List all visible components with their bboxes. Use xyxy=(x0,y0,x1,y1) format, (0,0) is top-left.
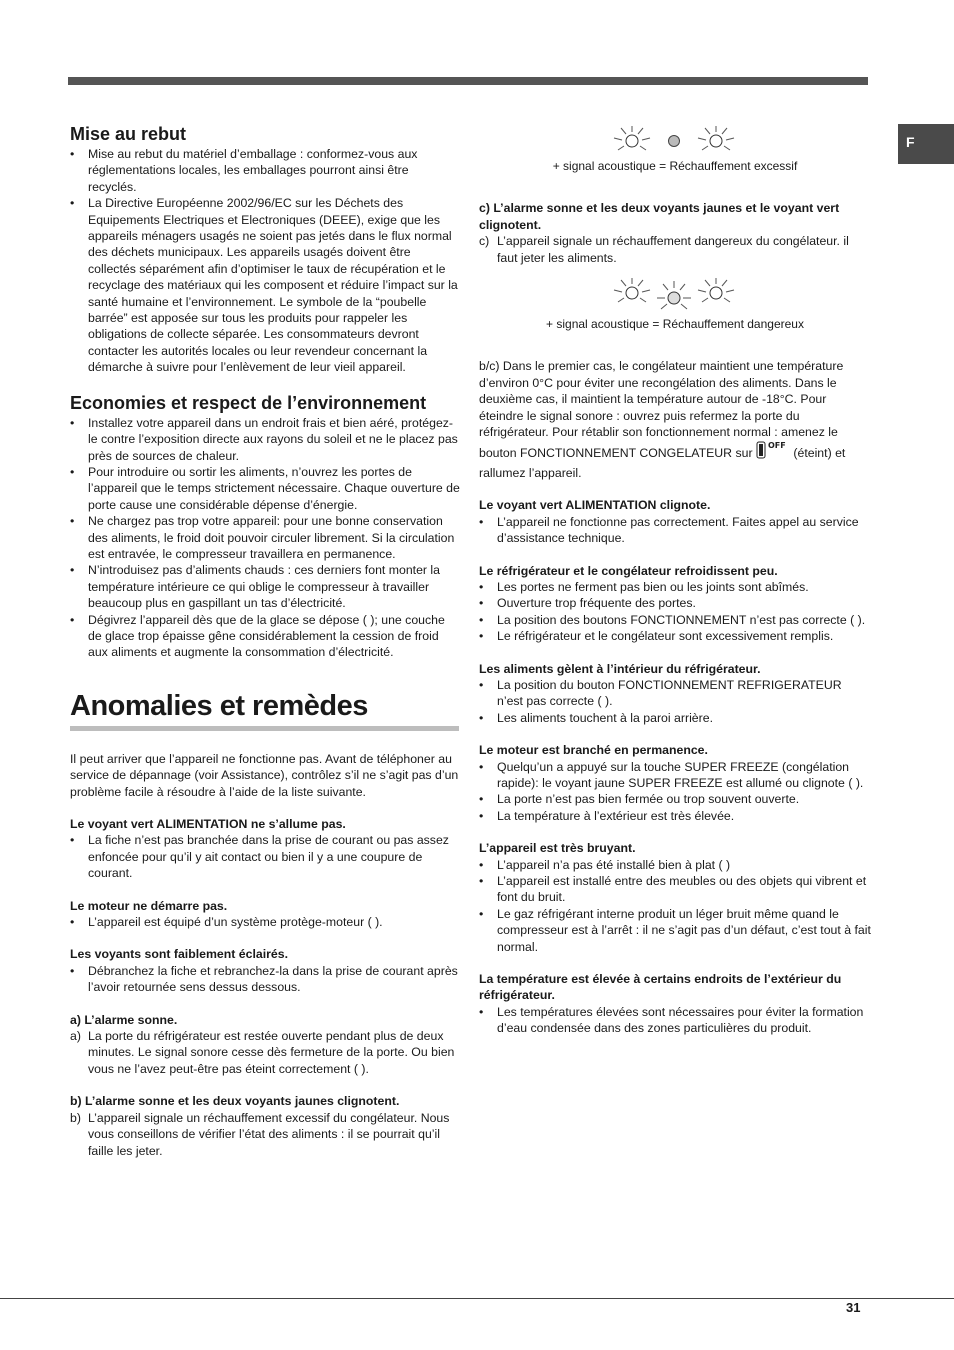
list-item: • La Directive Européenne 2002/96/EC sur les Déchets des Equipements Electriques et Electroniques (DEEE), exige que les appareils ménagers usagés ne soient pas jetés dans le flux normal des déchets municipaux. Les appareils usagés doivent être collectés séparément afin d’optimiser le taux de récupération et le recyclage des matériaux qui les composent et réduire l’impact sur la santé humaine et l’environnement. Le symbole de la “poubelle barrée” est apposée sur tous les produits pour rappeler les obligations de collecte séparée. Les consommateurs devront contacter les autorités locales ou leur revendeur concernant la démarche à suivre pour l’enlèvement de leur vieil appareil. xyxy=(70,195,460,375)
issue-title: Le moteur ne démarre pas. xyxy=(70,898,228,913)
list-item: b) L’appareil signale un réchauffement excessif du congélateur. Nous vous conseillons de vérifier l’état des aliments : il se pourrait qu’il faille les jeter. xyxy=(70,1110,450,1158)
top-rule xyxy=(68,77,868,85)
list-item: • Mise au rebut du matériel d’emballage : conformez-vous aux réglementations locales, les emballages pourront ainsi être recyclés. xyxy=(70,146,460,195)
list-item: • Ouverture trop fréquente des portes. xyxy=(479,595,871,611)
section-title-economies: Economies et respect de l’environnement xyxy=(70,392,427,413)
list-item: • Ne chargez pas trop votre appareil: pour une bonne conservation des aliments, le froid doit pouvoir circuler librement. Si la circulation est entravée, le compresseur travaillera en permanence. xyxy=(70,513,460,562)
list-item: • L’appareil n’a pas été installé bien à plat ( ) xyxy=(479,857,871,873)
issue-title: Le voyant vert ALIMENTATION ne s’allume pas. xyxy=(70,817,346,831)
list-item: • N’introduisez pas d’aliments chauds : ces derniers font monter la température intérieure ce qui oblige le compresseur à travailler beaucoup plus en gaspillant un tas d’électricité. xyxy=(70,562,460,611)
list-item: c) L’appareil signale un réchauffement dangereux du congélateur. il faut jeter les aliments. xyxy=(479,234,849,265)
list-item: • L’appareil ne fonctionne pas correctement. Faites appel au service d’assistance technique. xyxy=(479,514,871,547)
list-item: • Les portes ne ferment pas bien ou les joints sont abîmés. xyxy=(479,579,871,595)
list-item: • La position des boutons FONCTIONNEMENT n’est pas correcte ( ). xyxy=(479,612,871,628)
list-item: • Débranchez la fiche et rebranchez-la dans la prise de courant après l’avoir retournée sens dessus dessous. xyxy=(70,963,460,996)
mise-list xyxy=(70,146,460,376)
list-item: • Quelqu’un a appuyé sur la touche SUPER FREEZE (congélation rapide): le voyant jaune SUPER FREEZE est allumé ou clignote ( ). xyxy=(479,759,871,792)
issue-title: Le voyant vert ALIMENTATION clignote. xyxy=(479,498,711,513)
list-item: • La fiche n’est pas branchée dans la prise de courant ou pas assez enfoncée pour qu’il y ait contact ou bien il y a une coupure de courant. xyxy=(70,832,460,881)
off-switch-icon xyxy=(756,440,790,464)
list-item: • Le gaz réfrigérant interne produit un léger bruit même quand le compresseur est à l’arrêt : il ne s’agit pas d’un défaut, c’est tout à fait normal. xyxy=(479,906,871,955)
list-item: • Installez votre appareil dans un endroit frais et bien aéré, protégez-le contre l’exposition directe aux rayons du soleil et ne le placez pas près de sources de chaleur. xyxy=(70,415,460,464)
issue-title: Le moteur est branché en permanence. xyxy=(479,743,708,758)
page-title-anomalies: Anomalies et remèdes xyxy=(70,689,368,722)
issue-title: La température est élevée à certains endroits de l’extérieur du réfrigérateur. xyxy=(479,972,842,1003)
lamp-caption: + signal acoustique = Réchauffement dangereux xyxy=(546,317,804,332)
left-column xyxy=(70,124,460,1159)
off-label: OFF xyxy=(767,441,786,451)
list-item: • La température à l’extérieur est très élevée. xyxy=(479,808,871,824)
bc-explanation: b/c) Dans le premier cas, le congélateur maintient une température d’environ 0°C pour éviter une recongélation des aliments. Dans le deuxième cas, il maintient la température autour de -18°C. Pour éteindre le signal sonore : ouvrez puis refermez la porte du réfrigérateur. Pour rétablir son fonctionnement normal : amenez le bouton FONCTIONNEMENT CONGELATEUR sur OFF (éteint) et rallumez l’appareil. xyxy=(479,359,846,480)
right-column xyxy=(479,124,871,1037)
list-item: • Dégivrez l’appareil dès que de la glace se dépose ( ); une couche de glace trop épaisse gêne considérablement la cession de froid aux aliments et augmente la consommation d’électricité. xyxy=(70,612,460,661)
list-item: • Pour introduire ou sortir les aliments, n’ouvrez les portes de l’appareil que le temps strictement nécessaire. Chaque ouverture de porte cause une considérable dépense d’énergie. xyxy=(70,464,460,513)
lamp-indicator-dangerous xyxy=(479,276,871,314)
title-underline xyxy=(70,726,459,731)
intro-text: Il peut arriver que l’appareil ne fonctionne pas. Avant de téléphoner au service de dépannage (voir Assistance), contrôlez s’il ne s’agit pas d’un problème facile à résoudre à l’aide de la liste suivante. xyxy=(70,751,459,799)
list-item: • La position du bouton FONCTIONNEMENT REFRIGERATEUR n’est pas correcte ( ). xyxy=(479,677,871,710)
list-item: • Les aliments touchent à la paroi arrière. xyxy=(479,710,871,726)
eco-list xyxy=(70,415,460,661)
issue-title: Les voyants sont faiblement éclairés. xyxy=(70,947,289,962)
list-item: • La porte n’est pas bien fermée ou trop souvent ouverte. xyxy=(479,791,871,807)
issue-title: Les aliments gèlent à l’intérieur du réfrigérateur. xyxy=(479,661,761,676)
page-number: 31 xyxy=(846,1300,861,1315)
section-title-mise-au-rebut: Mise au rebut xyxy=(70,124,187,144)
lamp-indicator-excessive xyxy=(479,124,871,156)
list-item: • L’appareil est installé entre des meubles ou des objets qui vibrent et font du bruit. xyxy=(479,873,871,906)
lamp-caption: + signal acoustique = Réchauffement excessif xyxy=(552,159,798,173)
issue-title: Le réfrigérateur et le congélateur refroidissent peu. xyxy=(479,563,778,578)
bottom-rule xyxy=(0,1298,954,1299)
issue-title: b) L’alarme sonne et les deux voyants jaunes clignotent. xyxy=(70,1094,400,1109)
issue-title: a) L’alarme sonne. xyxy=(70,1012,178,1027)
list-item: • Le réfrigérateur et le congélateur sont excessivement remplis. xyxy=(479,628,871,644)
list-item: • L’appareil est équipé d’un système protège-moteur ( ). xyxy=(70,914,460,930)
issue-title: c) L’alarme sonne et les deux voyants jaunes et le voyant vert clignotent. xyxy=(479,201,840,232)
list-item: • Les températures élevées sont nécessaires pour éviter la formation d’eau condensée dans des zones particulières du produit. xyxy=(479,1004,871,1037)
issue-title: L’appareil est très bruyant. xyxy=(479,841,636,856)
language-tab: F xyxy=(898,124,954,164)
list-item: a) La porte du réfrigérateur est restée ouverte pendant plus de deux minutes. Le signal sonore cesse dès fermeture de la porte. Ou bien vous ne l’avez peut-être pas éteint correctement ( ). xyxy=(70,1029,455,1076)
